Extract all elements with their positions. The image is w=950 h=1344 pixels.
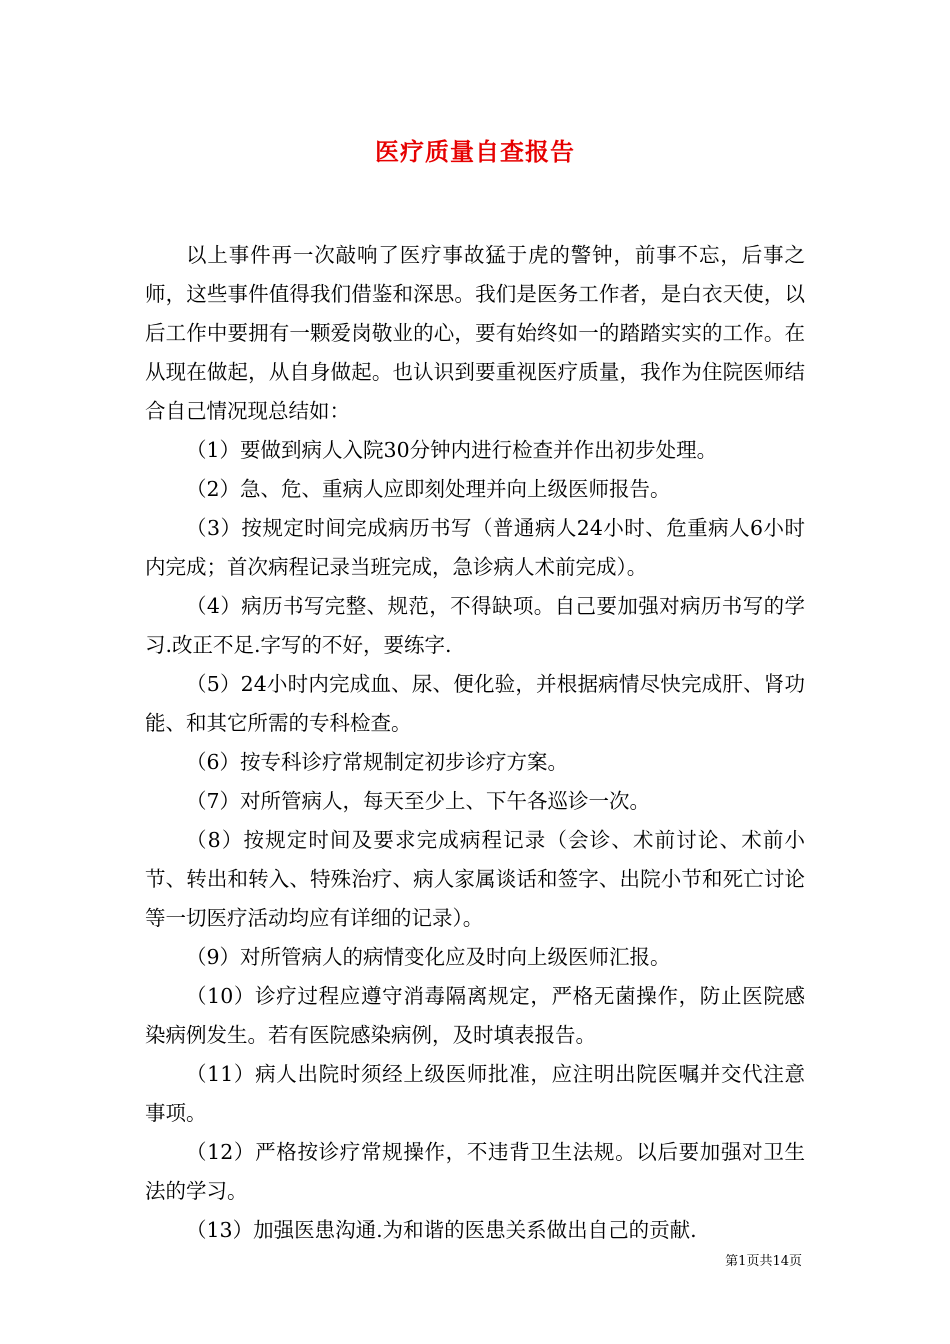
paragraph-item-2: （2）急、危、重病人应即刻处理并向上级医师报告。 [186, 477, 671, 501]
paragraph-item-5: （5）24小时内完成血、尿、便化验，并根据病情尽快完成肝、肾功能、和其它所需的专科检查。 [145, 672, 805, 735]
paragraph-item-4: （4）病历书写完整、规范，不得缺项。自己要加强对病历书写的学习.改正不足.字写的不好，要练字. [145, 594, 805, 657]
paragraph-item-7: （7）对所管病人，每天至少上、下午各巡诊一次。 [186, 789, 651, 813]
paragraph-item-10: （10）诊疗过程应遵守消毒隔离规定，严格无菌操作，防止医院感染病例发生。若有医院感染病例，及时填表报告。 [145, 984, 805, 1047]
paragraph-item-3: （3）按规定时间完成病历书写（普通病人24小时、危重病人6小时内完成；首次病程记录当班完成，急诊病人术前完成）。 [145, 516, 805, 579]
paragraph-item-6: （6）按专科诊疗常规制定初步诊疗方案。 [186, 750, 569, 774]
paragraph-item-11: （11）病人出院时须经上级医师批准，应注明出院医嘱并交代注意事项。 [145, 1062, 805, 1125]
paragraph-item-9: （9）对所管病人的病情变化应及时向上级医师汇报。 [186, 945, 671, 969]
paragraph-item-12: （12）严格按诊疗常规操作，不违背卫生法规。以后要加强对卫生法的学习。 [145, 1140, 805, 1203]
document-body [145, 236, 805, 1250]
paragraph-item-8: （8）按规定时间及要求完成病程记录（会诊、术前讨论、术前小节、转出和转入、特殊治疗、病人家属谈话和签字、出院小节和死亡讨论等一切医疗活动均应有详细的记录）。 [145, 828, 805, 930]
paragraph-item-1: （1）要做到病人入院30分钟内进行检查并作出初步处理。 [186, 438, 718, 462]
page-number-footer: 第1页共14页 [725, 1254, 802, 1269]
document-title: 医疗质量自查报告 [375, 137, 575, 166]
paragraph-intro: 以上事件再一次敲响了医疗事故猛于虎的警钟，前事不忘，后事之师，这些事件值得我们借鉴和深思。我们是医务工作者，是白衣天使，以后工作中要拥有一颗爱岗敬业的心，要有始终如一的踏踏实实的工作。在从现在做起，从自身做起。也认识到要重视医疗质量，我作为住院医师结合自己情况现总结如： [145, 243, 805, 423]
paragraph-item-13: （13）加强医患沟通.为和谐的医患关系做出自己的贡献. [186, 1218, 697, 1242]
